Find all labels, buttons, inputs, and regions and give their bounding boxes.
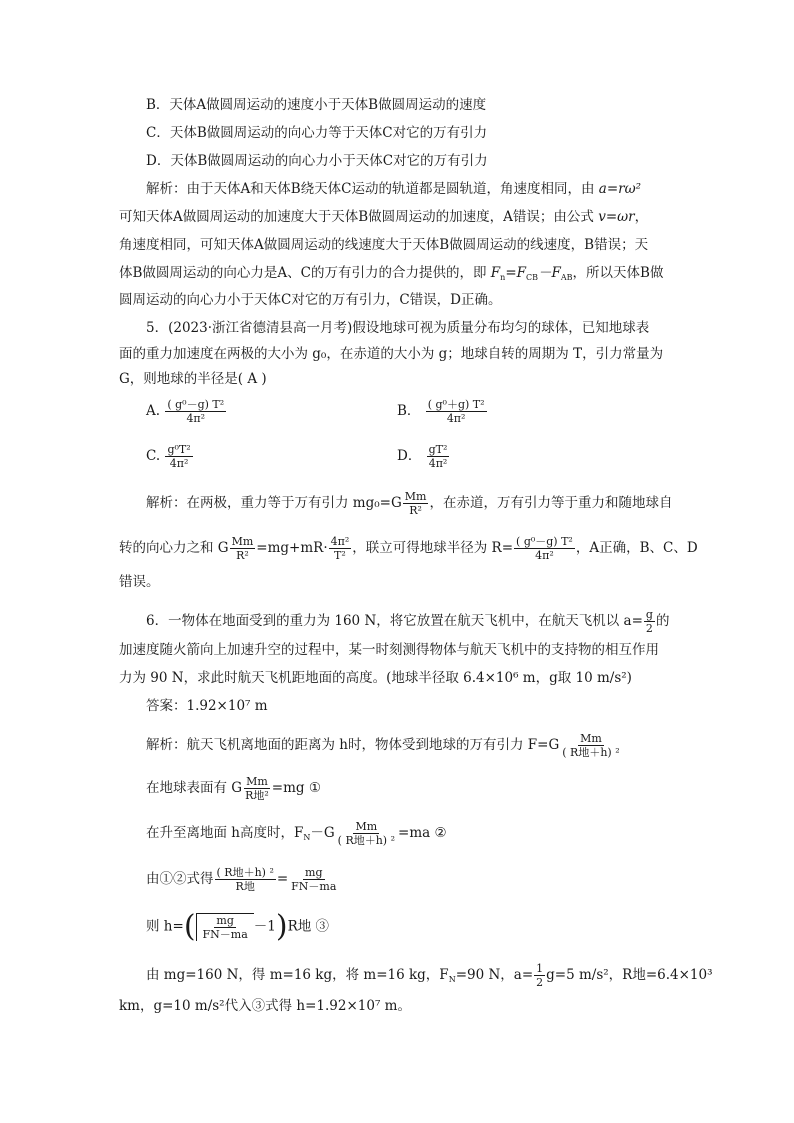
subscript: N <box>448 975 456 984</box>
q5-option-b <box>397 398 488 425</box>
denominator: 4π² <box>186 412 206 425</box>
q5-line1: 5．(2023·浙江省德清县高一月考)假设地球可视为质量分布均匀的球体，已知地球表 <box>146 320 650 336</box>
subscript: N <box>303 833 311 842</box>
numerator: gT² <box>428 443 448 456</box>
text: 在地球表面有 G <box>146 780 243 796</box>
fraction <box>230 535 256 562</box>
analysis5-line3: 错误。 <box>119 574 160 590</box>
text: =mg+mR· <box>256 540 328 556</box>
fraction <box>243 775 271 802</box>
subscript: n <box>500 273 506 282</box>
denominator: 4π² <box>446 412 466 425</box>
fraction <box>215 866 276 893</box>
text: ， <box>634 209 649 225</box>
analysis6-line7: km，g=10 m/s²代入③式得 h=1.92×10⁷ m。 <box>119 998 411 1014</box>
numerator: Mm <box>231 535 254 548</box>
fraction <box>165 398 226 425</box>
analysis6-line5 <box>146 909 330 944</box>
analysis6-line2 <box>146 775 321 802</box>
option-label: A. <box>146 403 161 419</box>
fraction <box>329 535 352 562</box>
text: －G <box>310 825 335 841</box>
numerator: mg <box>305 866 323 879</box>
fraction <box>560 732 621 759</box>
denominator: R地² <box>245 789 269 802</box>
denominator: 2 <box>536 976 544 989</box>
text: 由①②式得 <box>146 871 214 887</box>
text: 在升至离地面 h高度时，F <box>146 825 304 841</box>
option-b: B．天体A做圆周运动的速度小于天体B做圆周运动的速度 <box>146 97 487 113</box>
denominator: T² <box>334 549 346 562</box>
formula: －F <box>538 265 561 281</box>
text: ，所以天体B做 <box>572 265 664 281</box>
fraction <box>427 443 450 470</box>
denominator: 4π² <box>169 457 189 470</box>
numerator: 4π² <box>330 535 350 548</box>
analysis6-line4 <box>146 866 339 893</box>
denominator: ( R地＋h) ² <box>337 834 396 847</box>
numerator: Mm <box>404 490 427 503</box>
numerator: g <box>645 608 653 621</box>
analysis5-line1 <box>146 490 672 517</box>
numerator: mg <box>216 914 234 927</box>
denominator: 4π² <box>535 549 554 562</box>
numerator: ( R地＋h) ² <box>216 866 274 879</box>
subscript: CB <box>526 273 539 282</box>
q6-line1 <box>146 608 669 635</box>
text: ，在赤道，万有引力等于重力和随地球自 <box>429 495 673 511</box>
text: 由 mg=160 N，得 m=16 kg，将 m=16 kg，F <box>146 967 449 983</box>
right-paren: ) <box>275 909 288 944</box>
text: 6．一物体在地面受到的重力为 160 N，将它放置在航天飞机中，在航天飞机以 a= <box>146 613 643 629</box>
numerator: Mm <box>355 820 378 833</box>
numerator: ( g⁰－g) T² <box>167 398 225 411</box>
numerator: g⁰T² <box>167 443 191 456</box>
q5-line2: 面的重力加速度在两极的大小为 g₀，在赤道的大小为 g；地球自转的周期为 T，引力常量为 <box>119 346 664 362</box>
denominator: R地 <box>235 880 255 893</box>
analysis6-line6 <box>146 962 713 990</box>
text: 的 <box>655 613 670 629</box>
formula: =F <box>505 265 527 281</box>
numerator: 1 <box>536 962 544 975</box>
text: ，A正确，B、C、D <box>575 540 698 556</box>
fraction <box>201 914 250 941</box>
text: 解析：航天飞机离地面的距离为 h时，物体受到地球的万有引力 F=G <box>146 737 560 753</box>
text: 解析：在两极，重力等于万有引力 mg₀=G <box>146 495 402 511</box>
text: g=5 m/s²，R地=6.4×10³ <box>546 967 713 983</box>
numerator: Mm <box>580 732 602 745</box>
denominator: R² <box>409 504 422 517</box>
text: 解析：由于天体A和天体B绕天体C运动的轨道都是圆轨道，角速度相同，由 <box>146 181 599 197</box>
square-root <box>196 913 254 941</box>
analysis4-line1 <box>146 179 641 199</box>
text: ，联立可得地球半径为 R= <box>352 540 514 556</box>
fraction <box>644 608 655 635</box>
text: 则 h= <box>146 918 184 935</box>
analysis4-line5: 圆周运动的向心力小于天体C对它的万有引力，C错误，D正确。 <box>119 292 502 308</box>
text: =ma ② <box>398 825 447 841</box>
subscript: AB <box>560 273 573 282</box>
analysis5-line2 <box>119 535 698 562</box>
fraction <box>336 820 397 847</box>
q5-option-c <box>146 443 194 470</box>
numerator: Mm <box>246 775 268 788</box>
q5-line3: G，则地球的半径是( A ) <box>119 371 267 387</box>
denominator: FN－ma <box>291 880 337 893</box>
text: 转的向心力之和 G <box>119 540 229 556</box>
text: 可知天体A做圆周运动的加速度大于天体B做圆周运动的加速度，A错误；由公式 <box>119 209 599 225</box>
analysis4-line3: 角速度相同，可知天体A做圆周运动的线速度大于天体B做圆周运动的线速度，B错误；天 <box>119 237 649 253</box>
q5-option-d <box>397 443 450 470</box>
text: R地 ③ <box>287 918 330 935</box>
fraction <box>165 443 192 470</box>
numerator: ( g⁰－g) T² <box>516 535 573 548</box>
denominator: 4π² <box>428 457 448 470</box>
option-d: D．天体B做圆周运动的向心力小于天体C对它的万有引力 <box>146 153 488 169</box>
text: 体B做圆周运动的向心力是A、C的万有引力的合力提供的，即 <box>119 265 491 281</box>
q5-option-a <box>146 398 227 425</box>
fraction <box>514 535 575 562</box>
formula: F <box>490 265 501 281</box>
fraction <box>403 490 429 517</box>
option-label: C. <box>146 448 161 464</box>
analysis6-line1 <box>146 732 623 759</box>
fraction <box>289 866 338 893</box>
denominator: ( R地＋h) ² <box>562 746 620 759</box>
option-label: B． <box>397 403 421 419</box>
denominator: 2 <box>645 622 653 635</box>
text: －1 <box>253 918 276 935</box>
analysis6-line3 <box>146 820 447 848</box>
denominator: R² <box>236 549 249 562</box>
formula: v=ωr <box>598 209 635 225</box>
text: =mg ① <box>271 780 321 796</box>
analysis4-line4 <box>119 263 663 288</box>
option-label: D． <box>397 448 422 464</box>
fraction <box>426 398 487 425</box>
formula: a=rω² <box>598 181 642 197</box>
fraction <box>534 962 545 989</box>
text: =90 N，a= <box>455 967 534 983</box>
q6-line2: 加速度随火箭向上加速升空的过程中，某一时刻测得物体与航天飞机中的支持物的相互作用 <box>119 642 659 658</box>
left-paren: ( <box>183 909 196 944</box>
q6-line3: 力为 90 N，求此时航天飞机距地面的高度。(地球半径取 6.4×10⁶ m，g取 10 m/s²) <box>119 670 632 686</box>
numerator: ( g⁰＋g) T² <box>427 398 485 411</box>
option-c: C．天体B做圆周运动的向心力等于天体C对它的万有引力 <box>146 125 488 141</box>
text: = <box>276 871 289 887</box>
q6-answer: 答案：1.92×10⁷ m <box>146 698 268 714</box>
denominator: FN－ma <box>202 928 248 941</box>
analysis4-line2 <box>119 207 648 227</box>
